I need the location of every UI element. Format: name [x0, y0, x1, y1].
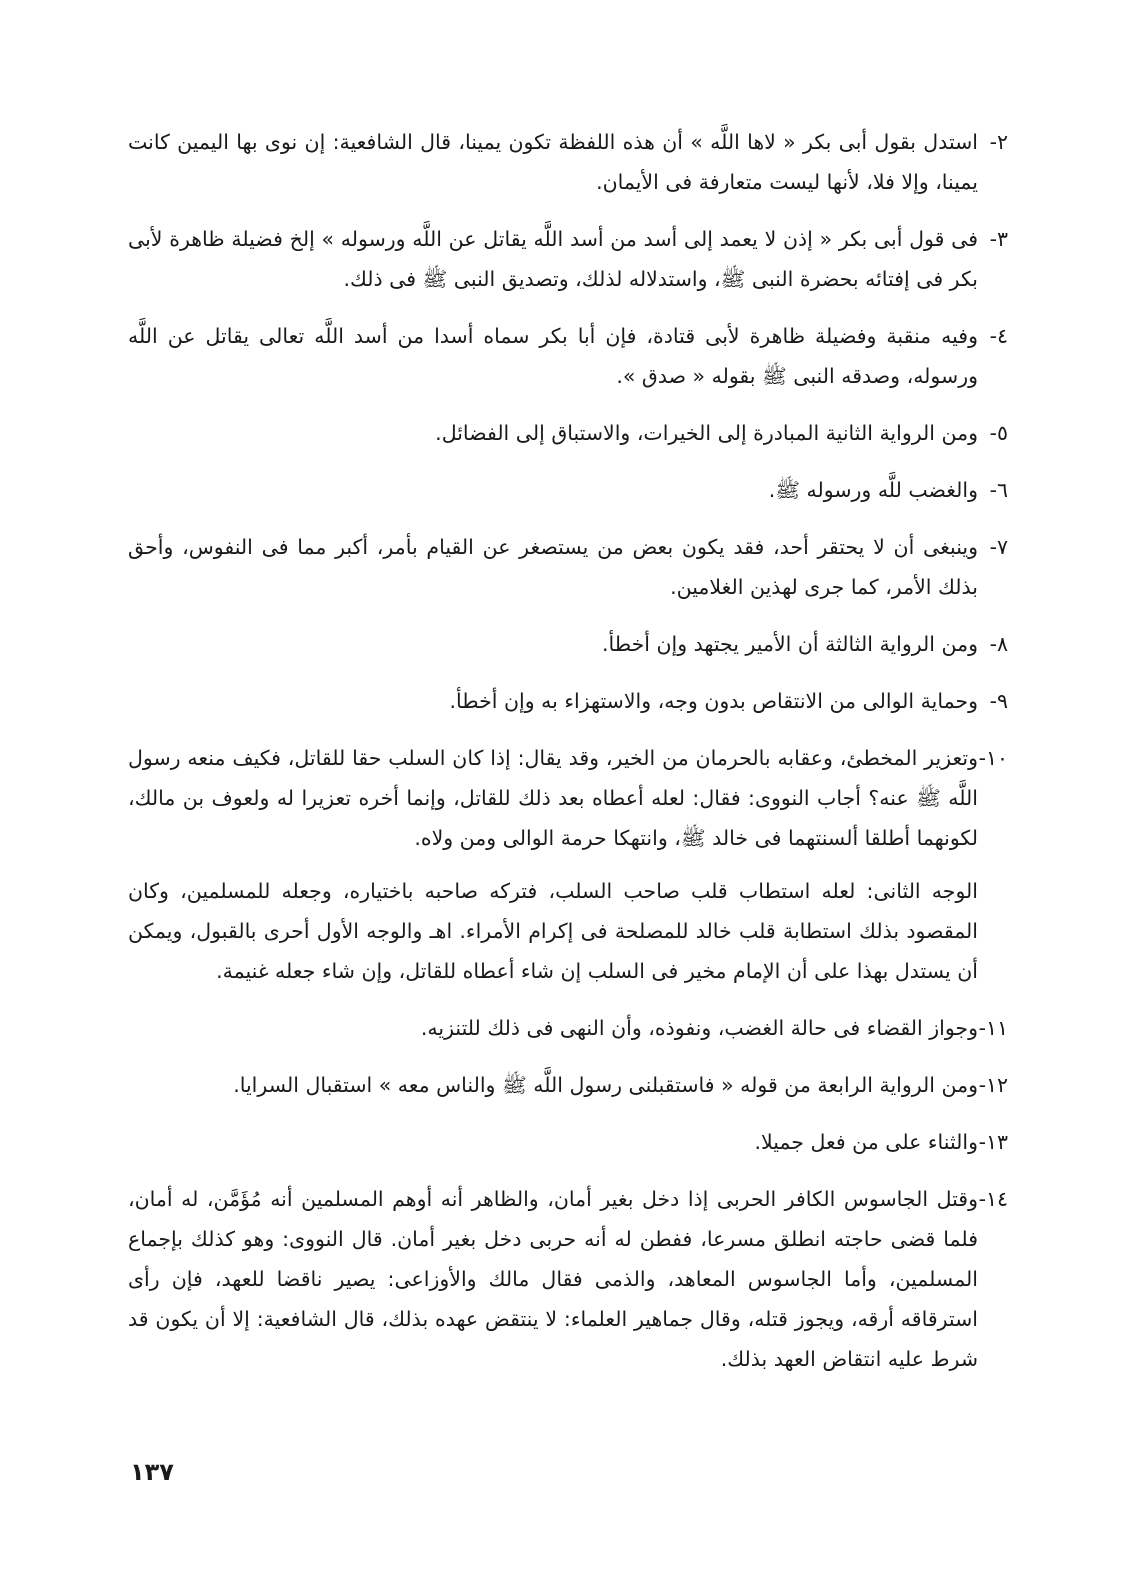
list-item [128, 316, 1008, 396]
list-item [128, 1122, 1008, 1162]
item-number: ٥- [989, 421, 1008, 445]
item-text: وينبغى أن لا يحتقر أحد، فقد يكون بعض من يستصغر عن القيام بأمر، أكبر مما فى النفوس، وأحق بذلك الأمر، كما جرى لهذين الغلامين. [128, 535, 978, 599]
item-text: فى قول أبى بكر « إذن لا يعمد إلى أسد من أسد اللَّه يقاتل عن اللَّه ورسوله » إلخ فضيلة ظاهرة لأبى بكر فى إفتائه بحضرة النبى ﷺ، واستدلاله لذلك، وتصديق النبى ﷺ فى ذلك. [128, 227, 978, 291]
page-body [128, 122, 1008, 1396]
item-number: ٩- [989, 689, 1008, 713]
explanatory-note: الوجه الثانى: لعله استطاب قلب صاحب السلب، فتركه صاحبه باختياره، وجعله للمسلمين، وكان المقصود بذلك استطابة قلب خالد للمصلحة فى إكرام الأمراء. اهـ والوجه الأول أحرى بالقبول، ويمكن أن يستدل بهذا على أن الإمام مخير فى السلب إن شاء أعطاه للقاتل، وإن شاء جعله غنيمة. [128, 879, 978, 983]
item-text: وحماية الوالى من الانتقاص بدون وجه، والاستهزاء به وإن أخطأ. [449, 689, 978, 713]
item-text: وتعزير المخطئ، وعقابه بالحرمان من الخير، وقد يقال: إذا كان السلب حقا للقاتل، فكيف منعه رسول اللَّه ﷺ عنه؟ أجاب النووى: فقال: لعله أعطاه بعد ذلك للقاتل، وإنما أخره تعزيرا له ولعوف بن مالك، لكونهما أطلقا ألسنتهما فى خالد ﷺ، وانتهكا حرمة الوالى ومن ولاه. [128, 746, 978, 850]
list-item [128, 681, 1008, 721]
item-number: ٢- [989, 130, 1008, 154]
page-number: ١٣٧ [130, 1458, 174, 1486]
list-item [128, 527, 1008, 607]
item-text: ومن الرواية الثالثة أن الأمير يجتهد وإن أخطأ. [602, 632, 978, 656]
item-number: ١١- [978, 1016, 1008, 1040]
item-text: وفيه منقبة وفضيلة ظاهرة لأبى قتادة، فإن أبا بكر سماه أسدا من أسد اللَّه تعالى يقاتل عن اللَّه ورسوله، وصدقه النبى ﷺ بقوله « صدق ». [128, 324, 978, 388]
list-item [128, 470, 1008, 510]
item-number: ١٤- [978, 1187, 1008, 1211]
list-item [128, 1065, 1008, 1105]
item-text: والغضب للَّه ورسوله ﷺ. [768, 478, 978, 502]
list-item [128, 219, 1008, 299]
item-text: استدل بقول أبى بكر « لاها اللَّه » أن هذه اللفظة تكون يمينا، قال الشافعية: إن نوى بها اليمين كانت يمينا، وإلا فلا، لأنها ليست متعارفة فى الأيمان. [128, 130, 978, 194]
list-item [128, 1008, 1008, 1048]
item-text: ومن الرواية الرابعة من قوله « فاستقبلنى رسول اللَّه ﷺ والناس معه » استقبال السرايا. [233, 1073, 978, 1097]
item-number: ٤- [989, 324, 1008, 348]
item-text: والثناء على من فعل جميلا. [754, 1130, 978, 1154]
item-text: وجواز القضاء فى حالة الغضب، ونفوذه، وأن النهى فى ذلك للتنزيه. [420, 1016, 978, 1040]
item-number: ٧- [989, 535, 1008, 559]
item-number: ٨- [989, 632, 1008, 656]
list-item [128, 624, 1008, 664]
item-number: ٣- [989, 227, 1008, 251]
item-number: ٦- [989, 478, 1008, 502]
item-text: وقتل الجاسوس الكافر الحربى إذا دخل بغير أمان، والظاهر أنه أوهم المسلمين أنه مُؤَمَّن، له أمان، فلما قضى حاجته انطلق مسرعا، ففطن له أنه حربى دخل بغير أمان. قال النووى: وهو كذلك بإجماع المسلمين، وأما الجاسوس المعاهد، والذمى فقال مالك والأوزاعى: يصير ناقضا للعهد، فإن رأى استرقاقه أرقه، ويجوز قتله، وقال جماهير العلماء: لا ينتقض عهده بذلك، قال الشافعية: إلا أن يكون قد شرط عليه انتقاض العهد بذلك. [128, 1187, 978, 1371]
item-number: ١٣- [978, 1130, 1008, 1154]
list-item [128, 122, 1008, 202]
list-item [128, 1179, 1008, 1379]
item-text: ومن الرواية الثانية المبادرة إلى الخيرات، والاستباق إلى الفضائل. [435, 421, 978, 445]
item-number: ١٠- [978, 746, 1008, 770]
item-number: ١٢- [978, 1073, 1008, 1097]
list-item [128, 738, 1008, 858]
list-item [128, 413, 1008, 453]
